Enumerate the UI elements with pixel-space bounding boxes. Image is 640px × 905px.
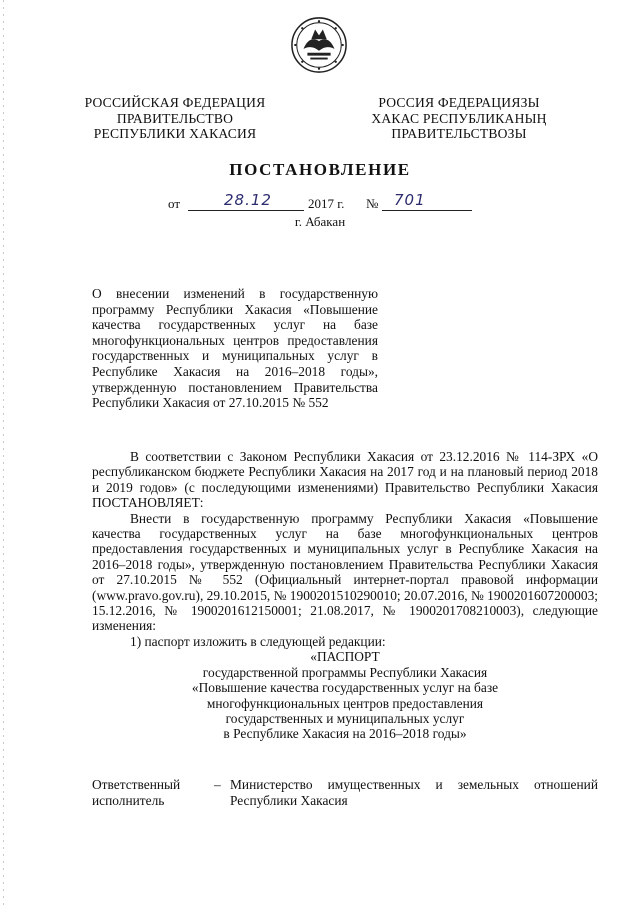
document-title: ПОСТАНОВЛЕНИЕ xyxy=(229,160,411,179)
subject-line: качества государственных услуг на базе xyxy=(92,317,378,333)
passport-title xyxy=(92,649,598,741)
passport-title-line: в Республике Хакасия на 2016–2018 годы» xyxy=(223,726,467,742)
subject-line: государственных и муниципальных услуг в xyxy=(92,348,378,364)
city-name: г. Абакан xyxy=(294,214,346,229)
header-russian xyxy=(80,95,270,142)
handwritten-date: 28.12 xyxy=(224,191,272,209)
body-paragraph-item-1: 1) паспорт изложить в следующей редакции: xyxy=(130,633,386,649)
handwritten-number: 701 xyxy=(394,191,426,209)
subject-line: О внесении изменений в государственную xyxy=(92,286,378,301)
header-right-line: РОССИЯ ФЕДЕРАЦИЯЗЫ xyxy=(378,95,540,110)
date-from-label: от xyxy=(168,196,181,211)
number-label: № xyxy=(366,196,379,211)
table-row-value: Министерство имущественных и земельных отношений Республики Хакасия xyxy=(230,777,598,808)
subject-line: Республике Хакасия на 2016–2018 годы», xyxy=(92,363,378,379)
table-label-line: исполнитель xyxy=(92,792,165,808)
passport-title-line: государственных и муниципальных услуг xyxy=(225,710,465,726)
body-paragraph-preamble: В соответствии с Законом Республики Хакасия от 23.12.2016 № 114-ЗРХ «О республиканском бюджете Республики Хакасия на 2017 год и на плановый период 2018 и 2019 годов» (с последующими изменениями) Правительство Республики Хакасия ПОСТАНОВЛЯЕТ: xyxy=(92,449,598,511)
subject-line: программу Республики Хакасия «Повышение xyxy=(92,301,378,317)
document-subject xyxy=(92,286,378,411)
coat-of-arms-emblem xyxy=(290,16,348,74)
year-text: 2017 г. xyxy=(308,196,345,211)
passport-title-line: многофункциональных центров предоставления xyxy=(206,695,484,711)
header-left-line: РОССИЙСКАЯ ФЕДЕРАЦИЯ xyxy=(84,95,266,110)
subject-line: многофункциональных центров предоставления xyxy=(92,332,378,348)
passport-title-line: государственной программы Республики Хакасия xyxy=(202,664,488,680)
table-row-label xyxy=(92,777,212,808)
passport-title-line: «ПАСПОРТ xyxy=(310,649,380,665)
header-left-line: ПРАВИТЕЛЬСТВО xyxy=(116,110,234,126)
table-label-line: Ответственный xyxy=(92,777,181,792)
header-left-line: РЕСПУБЛИКИ ХАКАСИЯ xyxy=(93,126,257,141)
date-underline xyxy=(188,210,304,211)
subject-line: Республики Хакасия от 27.10.2015 № 552 xyxy=(92,395,329,411)
scan-edge-artifact xyxy=(3,0,4,905)
header-right-line: ПРАВИТЕЛЬСТВОЗЫ xyxy=(391,126,527,141)
document-body xyxy=(92,449,598,742)
number-underline xyxy=(382,210,472,211)
header-khakas xyxy=(368,95,550,142)
header-right-line: ХАКАС РЕСПУБЛИКАНЫҢ xyxy=(371,110,547,126)
subject-line: утвержденную постановлением Правительства xyxy=(92,379,378,395)
table-dash: – xyxy=(214,777,221,792)
body-paragraph-amendment: Внести в государственную программу Республики Хакасия «Повышение качества государственных услуг на базе многофункциональных центров предоставления государственных и муниципальных услуг в Республике Хакасия на 2016–2018 годы», утвержденную постановлением Правительства Республики Хакасия от 27.10.2015 № 552 (Официальный интернет-портал правовой информации (www.pravo.gov.ru), 29.10.2015, № 1900201510290010; 20.07.2016, № 1900201607200003; 15.12.2016, № 1900201612150001; 21.08.2017, № 1900201708210003), следующие изменения: xyxy=(92,510,598,634)
passport-title-line: «Повышение качества государственных услуг на базе xyxy=(191,680,499,696)
